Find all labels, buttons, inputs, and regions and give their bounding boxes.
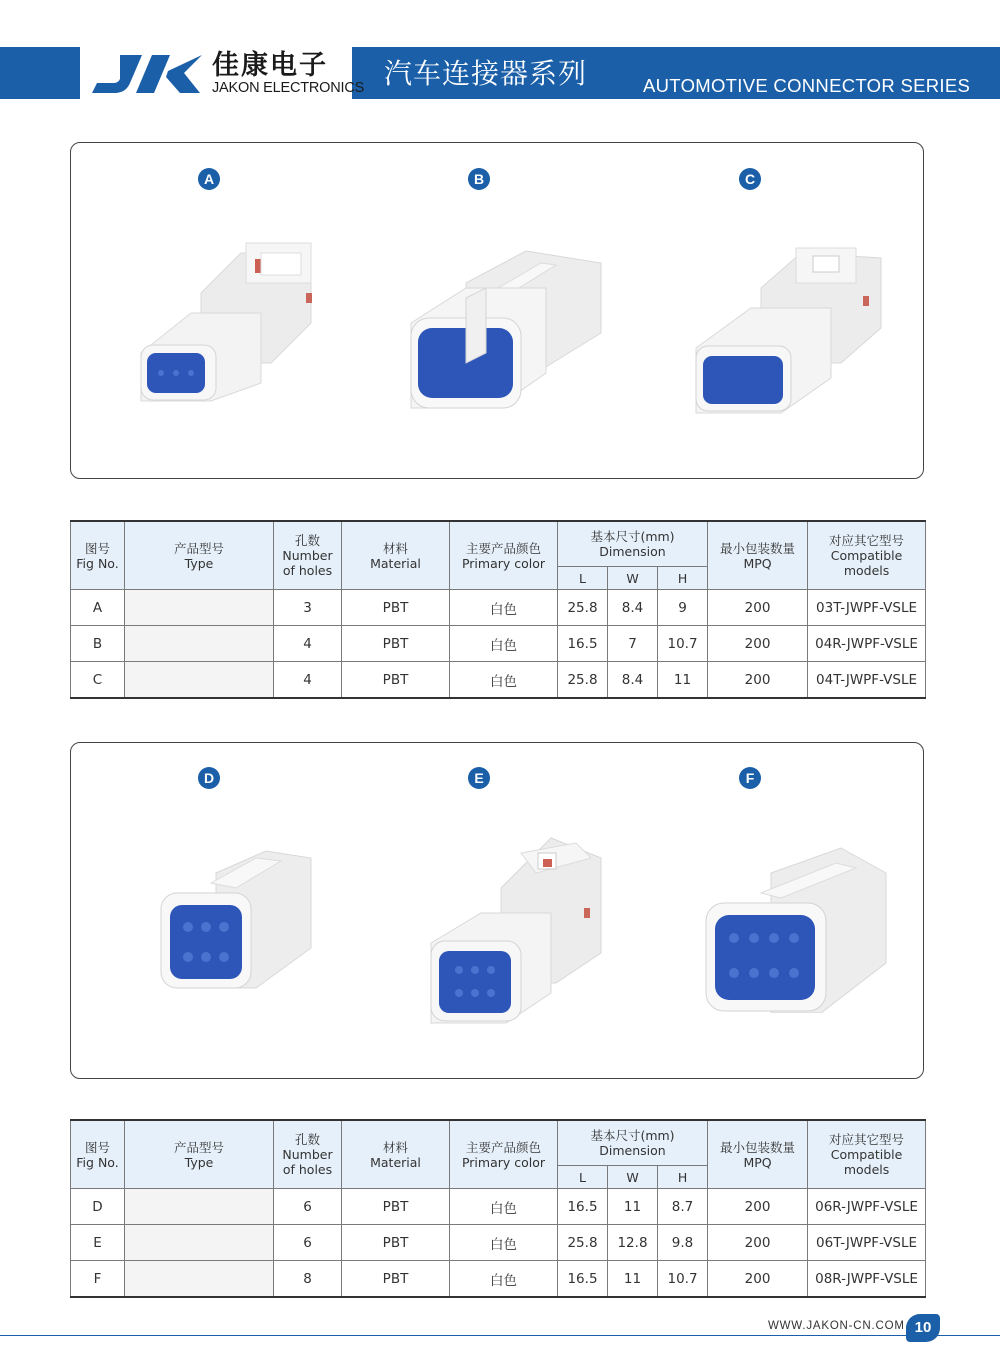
cell-type — [125, 662, 274, 699]
col-header-material: 材料 Material — [342, 1120, 450, 1189]
cell-material: PBT — [342, 1189, 450, 1225]
cell-l: 25.8 — [558, 662, 608, 699]
product-image-panel-1 — [70, 142, 924, 479]
cell-fig: A — [71, 590, 125, 626]
cell-w: 11 — [608, 1189, 658, 1225]
spec-table-1 — [70, 520, 926, 699]
cell-type — [125, 1225, 274, 1261]
cell-w: 8.4 — [608, 662, 658, 699]
connector-f-image — [701, 843, 891, 1013]
cell-material: PBT — [342, 1225, 450, 1261]
table-row — [71, 1261, 926, 1298]
cell-fig: D — [71, 1189, 125, 1225]
figure-badge-b: B — [468, 168, 490, 190]
brand-name-en: JAKON ELECTRONICS — [212, 80, 365, 96]
cell-l: 25.8 — [558, 590, 608, 626]
cell-h: 9.8 — [658, 1225, 708, 1261]
col-header-color: 主要产品颜色 Primary color — [450, 521, 558, 590]
cell-holes: 8 — [274, 1261, 342, 1298]
cell-mpq: 200 — [708, 626, 808, 662]
cell-material: PBT — [342, 1261, 450, 1298]
col-header-fig: 图号 Fig No. — [71, 1120, 125, 1189]
cell-type — [125, 1261, 274, 1298]
col-header-fig: 图号 Fig No. — [71, 521, 125, 590]
cell-fig: C — [71, 662, 125, 699]
cell-material: PBT — [342, 662, 450, 699]
cell-material: PBT — [342, 626, 450, 662]
figure-badge-d: D — [198, 767, 220, 789]
cell-holes: 6 — [274, 1189, 342, 1225]
cell-h: 10.7 — [658, 626, 708, 662]
cell-color: 白色 — [450, 626, 558, 662]
cell-type — [125, 626, 274, 662]
cell-compatible: 03T-JWPF-VSLE — [808, 590, 926, 626]
cell-w: 8.4 — [608, 590, 658, 626]
cell-compatible: 04T-JWPF-VSLE — [808, 662, 926, 699]
cell-l: 25.8 — [558, 1225, 608, 1261]
spec-table-2 — [70, 1119, 926, 1298]
col-header-h: H — [658, 1166, 708, 1189]
cell-holes: 3 — [274, 590, 342, 626]
cell-h: 8.7 — [658, 1189, 708, 1225]
table-row — [71, 1189, 926, 1225]
cell-w: 11 — [608, 1261, 658, 1298]
cell-mpq: 200 — [708, 1225, 808, 1261]
cell-l: 16.5 — [558, 1261, 608, 1298]
col-header-holes: 孔数 Number of holes — [274, 1120, 342, 1189]
page-number: 10 — [906, 1314, 940, 1342]
col-header-dimension: 基本尺寸(mm) Dimension — [558, 521, 708, 567]
cell-color: 白色 — [450, 1261, 558, 1298]
series-title-en: AUTOMOTIVE CONNECTOR SERIES — [643, 75, 971, 96]
cell-w: 7 — [608, 626, 658, 662]
col-header-l: L — [558, 567, 608, 590]
cell-type — [125, 1189, 274, 1225]
cell-color: 白色 — [450, 1189, 558, 1225]
figure-badge-f: F — [739, 767, 761, 789]
figure-badge-c: C — [739, 168, 761, 190]
col-header-mpq: 最小包装数量 MPQ — [708, 521, 808, 590]
figure-badge-a: A — [198, 168, 220, 190]
cell-mpq: 200 — [708, 1261, 808, 1298]
col-header-compatible: 对应其它型号 Compatible models — [808, 1120, 926, 1189]
table-row — [71, 1225, 926, 1261]
cell-holes: 4 — [274, 662, 342, 699]
series-title-cn: 汽车连接器系列 — [384, 57, 588, 90]
col-header-mpq: 最小包装数量 MPQ — [708, 1120, 808, 1189]
col-header-w: W — [608, 567, 658, 590]
table-row — [71, 626, 926, 662]
cell-holes: 4 — [274, 626, 342, 662]
cell-mpq: 200 — [708, 590, 808, 626]
cell-type — [125, 590, 274, 626]
cell-material: PBT — [342, 590, 450, 626]
connector-c-image — [691, 238, 891, 418]
cell-l: 16.5 — [558, 1189, 608, 1225]
cell-l: 16.5 — [558, 626, 608, 662]
col-header-material: 材料 Material — [342, 521, 450, 590]
figure-badge-e: E — [468, 767, 490, 789]
col-header-w: W — [608, 1166, 658, 1189]
cell-color: 白色 — [450, 590, 558, 626]
cell-h: 11 — [658, 662, 708, 699]
col-header-compatible: 对应其它型号 Compatible models — [808, 521, 926, 590]
cell-w: 12.8 — [608, 1225, 658, 1261]
cell-h: 9 — [658, 590, 708, 626]
cell-mpq: 200 — [708, 662, 808, 699]
jk-logo-icon — [90, 53, 208, 95]
cell-compatible: 04R-JWPF-VSLE — [808, 626, 926, 662]
cell-compatible: 06R-JWPF-VSLE — [808, 1189, 926, 1225]
footer-line — [0, 1335, 1000, 1336]
cell-fig: B — [71, 626, 125, 662]
col-header-holes: 孔数 Number of holes — [274, 521, 342, 590]
connector-e-image — [426, 833, 611, 1028]
cell-color: 白色 — [450, 1225, 558, 1261]
connector-d-image — [156, 843, 316, 993]
cell-fig: E — [71, 1225, 125, 1261]
cell-compatible: 06T-JWPF-VSLE — [808, 1225, 926, 1261]
brand-name-cn: 佳康电子 — [212, 50, 328, 81]
col-header-dimension: 基本尺寸(mm) Dimension — [558, 1120, 708, 1166]
table-row — [71, 590, 926, 626]
product-image-panel-2 — [70, 742, 924, 1079]
cell-h: 10.7 — [658, 1261, 708, 1298]
connector-a-image — [131, 233, 331, 403]
cell-compatible: 08R-JWPF-VSLE — [808, 1261, 926, 1298]
cell-mpq: 200 — [708, 1189, 808, 1225]
cell-fig: F — [71, 1261, 125, 1298]
col-header-type: 产品型号 Type — [125, 1120, 274, 1189]
col-header-h: H — [658, 567, 708, 590]
col-header-color: 主要产品颜色 Primary color — [450, 1120, 558, 1189]
footer-website[interactable]: WWW.JAKON-CN.COM — [768, 1320, 905, 1332]
cell-holes: 6 — [274, 1225, 342, 1261]
col-header-type: 产品型号 Type — [125, 521, 274, 590]
table-row — [71, 662, 926, 699]
connector-b-image — [406, 243, 606, 413]
cell-color: 白色 — [450, 662, 558, 699]
col-header-l: L — [558, 1166, 608, 1189]
